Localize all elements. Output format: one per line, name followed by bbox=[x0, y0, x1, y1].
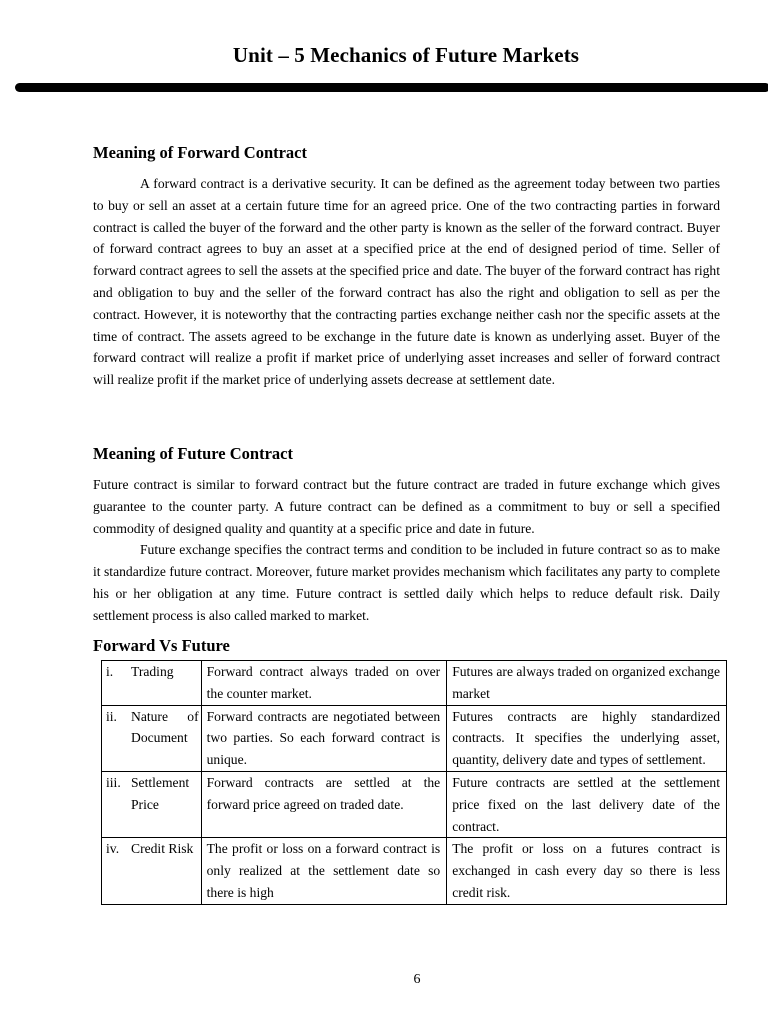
paragraph: Future exchange specifies the contract terms and condition to be included in future contract so as to make it standardize future contract. Moreover, future market provides mechanism which facilitates any party to complete his or her obligation at any time. Future contract is settled daily which helps to reduce default risk. Daily settlement process is also called marked to market. bbox=[93, 542, 720, 623]
paragraph: A forward contract is a derivative security. It can be defined as the agreement today between two parties to buy or sell an asset at a certain future time for an agreed price. One of the two contracting parties in forward contract is called the buyer of the forward and the other party is known as the seller of the forward contract. Buyer of forward contract agrees to buy an asset at a specified price at the end of designed period of time. Seller of forward contract agrees to sell the assets at the specified price and date. The buyer of the forward contract has right and obligation to buy and the seller of the forward contract has also the right and obligation to sell as per the contract. However, it is noteworthy that the contracting parties exchange neither cash nor the specific assets at the time of contract. The assets agreed to be exchange in the future date is known as underlying asset. Buyer of the forward contract will realize a profit if market price of underlying asset increases and seller of forward contract will realize profit if the market price of underlying assets decrease at settlement date. bbox=[93, 176, 720, 388]
row-label-cell bbox=[102, 838, 202, 904]
forward-cell: Forward contracts are negotiated between two parties. So each forward contract is unique. bbox=[201, 705, 447, 771]
row-label-cell bbox=[102, 771, 202, 837]
section-body-future-contract bbox=[93, 474, 720, 627]
section-heading-forward-contract: Meaning of Forward Contract bbox=[93, 143, 308, 162]
table-row bbox=[102, 661, 727, 706]
row-number: iii. bbox=[106, 774, 121, 790]
row-label: Settlement Price bbox=[131, 774, 190, 812]
paragraph: Future contract is similar to forward contract but the future contract are traded in future exchange which gives guarantee to the counter party. A future contract can be defined as a commitment to buy or sell a specified commodity of designed quality and quantity at a specific price and date in future. bbox=[93, 477, 720, 536]
future-cell: The profit or loss on a futures contract is exchanged in cash every day so there is less credit risk. bbox=[447, 838, 727, 904]
row-number: ii. bbox=[106, 708, 117, 724]
section-body-forward-contract bbox=[93, 173, 720, 391]
row-label: Trading bbox=[131, 664, 174, 679]
future-cell: Futures are always traded on organized exchange market bbox=[447, 661, 727, 706]
row-label-cell bbox=[102, 661, 202, 706]
forward-cell: The profit or loss on a forward contract is only realized at the settlement date so there is high bbox=[201, 838, 447, 904]
row-label: Nature of Document bbox=[131, 708, 199, 746]
forward-cell: Forward contracts are settled at the forward price agreed on traded date. bbox=[201, 771, 447, 837]
row-label-cell bbox=[102, 705, 202, 771]
forward-cell: Forward contract always traded on over the counter market. bbox=[201, 661, 447, 706]
row-label: Credit Risk bbox=[131, 841, 194, 857]
row-number: i. bbox=[106, 664, 114, 679]
section-heading-future-contract: Meaning of Future Contract bbox=[93, 444, 293, 463]
future-cell: Futures contracts are highly standardized contracts. It specifies the underlying asset, quantity, delivery date and types of settlement. bbox=[447, 705, 727, 771]
table-row bbox=[102, 771, 727, 837]
future-cell: Future contracts are settled at the settlement price fixed on the last delivery date of the contract. bbox=[447, 771, 727, 837]
page-number: 6 bbox=[413, 972, 421, 987]
table-row bbox=[102, 838, 727, 904]
header-divider bbox=[15, 83, 768, 92]
comparison-table bbox=[101, 660, 727, 905]
row-number: iv. bbox=[106, 841, 120, 857]
table-row bbox=[102, 705, 727, 771]
section-heading-forward-vs-future: Forward Vs Future bbox=[93, 636, 230, 655]
page-title: Unit – 5 Mechanics of Future Markets bbox=[232, 43, 580, 67]
